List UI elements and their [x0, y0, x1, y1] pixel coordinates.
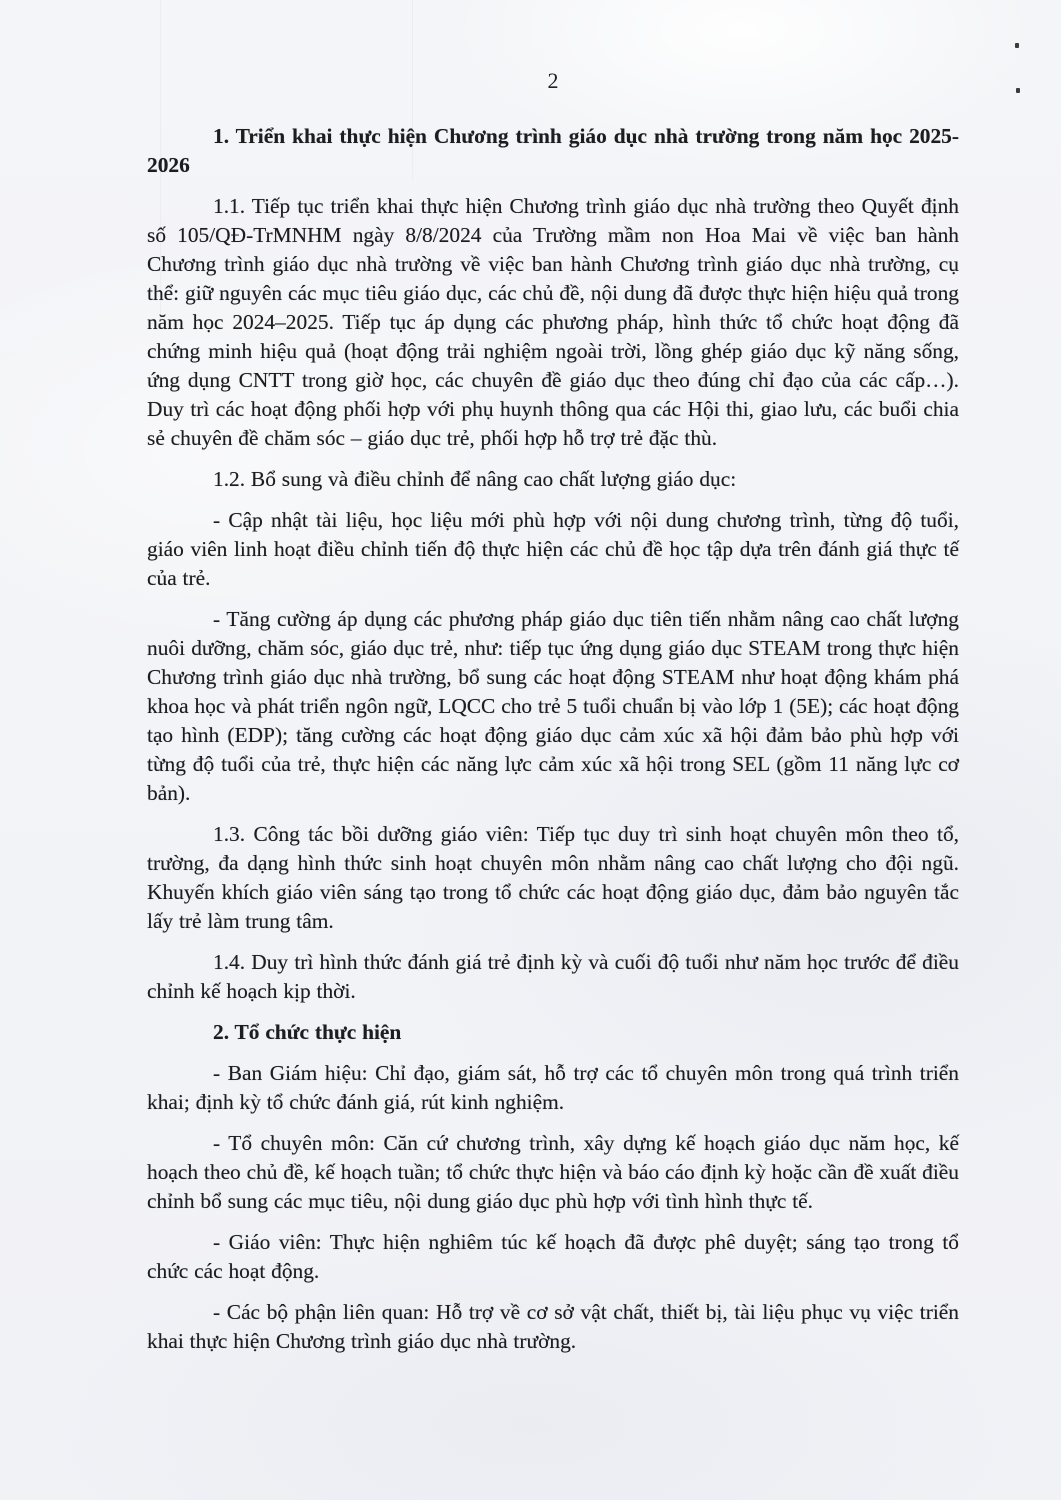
- bullet-giao-vien: - Giáo viên: Thực hiện nghiêm túc kế hoạch đã được phê duyệt; sáng tạo trong tổ chức các hoạt động.: [147, 1230, 959, 1283]
- paragraph-1-3: 1.3. Công tác bồi dưỡng giáo viên: Tiếp tục duy trì sinh hoạt chuyên môn theo tổ, trường, đa dạng hình thức sinh hoạt chuyên môn nhằm nâng cao chất lượng cho đội ngũ. Khuyến khích giáo viên sáng tạo trong tổ chức các hoạt động giáo dục, đảm bảo nguyên tắc lấy trẻ làm trung tâm.: [147, 822, 959, 933]
- heading-section-1: 1. Triển khai thực hiện Chương trình giáo dục nhà trường trong năm học 2025-2026: [147, 124, 959, 177]
- bullet-cac-bo-phan-lien-quan: - Các bộ phận liên quan: Hỗ trợ về cơ sở vật chất, thiết bị, tài liệu phục vụ việc triển khai thực hiện Chương trình giáo dục nhà trường.: [147, 1300, 959, 1353]
- paragraph-1-1: 1.1. Tiếp tục triển khai thực hiện Chương trình giáo dục nhà trường theo Quyết định số 105/QĐ-TrMNHM ngày 8/8/2024 của Trường mầm non Hoa Mai về việc ban hành Chương trình giáo dục nhà trường về việc ban hành Chương trình giáo dục nhà trường, cụ thể: giữ nguyên các mục tiêu giáo dục, các chủ đề, nội dung đã được thực hiện hiệu quả trong năm học 2024–2025. Tiếp tục áp dụng các phương pháp, hình thức tổ chức hoạt động đã chứng minh hiệu quả (hoạt động trải nghiệm ngoài trời, lồng ghép giáo dục kỹ năng sống, ứng dụng CNTT trong giờ học, các chuyên đề giáo dục theo đúng chỉ đạo của các cấp…). Duy trì các hoạt động phối hợp với phụ huynh thông qua các Hội thi, giao lưu, các buổi chia sẻ chuyên đề chăm sóc – giáo dục trẻ, phối hợp hỗ trợ trẻ đặc thù.: [147, 194, 959, 450]
- paragraph-1-2: 1.2. Bổ sung và điều chỉnh để nâng cao chất lượng giáo dục:: [213, 467, 737, 491]
- scan-speck: [1016, 88, 1020, 93]
- document-body: [147, 122, 959, 1356]
- heading-section-2: 2. Tổ chức thực hiện: [213, 1020, 402, 1044]
- bullet-to-chuyen-mon: - Tổ chuyên môn: Căn cứ chương trình, xây dựng kế hoạch giáo dục năm học, kế hoạch theo chủ đề, kế hoạch tuần; tổ chức thực hiện và báo cáo định kỳ hoặc cần đề xuất điều chỉnh bổ sung các mục tiêu, nội dung giáo dục phù hợp với tình hình thực tế.: [147, 1131, 959, 1213]
- page-number: 2: [547, 68, 559, 93]
- bullet-ban-giam-hieu: - Ban Giám hiệu: Chỉ đạo, giám sát, hỗ trợ các tổ chuyên môn trong quá trình triển khai; định kỳ tổ chức đánh giá, rút kinh nghiệm.: [147, 1061, 959, 1114]
- bullet-cap-nhat-tai-lieu: - Cập nhật tài liệu, học liệu mới phù hợp với nội dung chương trình, từng độ tuổi, giáo viên linh hoạt điều chỉnh tiến độ thực hiện các chủ đề học tập dựa trên đánh giá thực tế của trẻ.: [147, 508, 959, 590]
- paragraph-1-4: 1.4. Duy trì hình thức đánh giá trẻ định kỳ và cuối độ tuổi như năm học trước để điều chỉnh kế hoạch kịp thời.: [147, 950, 959, 1003]
- scan-speck: [1015, 43, 1019, 48]
- bullet-tang-cuong-phuong-phap: - Tăng cường áp dụng các phương pháp giáo dục tiên tiến nhằm nâng cao chất lượng nuôi dưỡng, chăm sóc, giáo dục trẻ, như: tiếp tục ứng dụng giáo dục STEAM trong thực hiện Chương trình giáo dục nhà trường, bổ sung các hoạt động STEAM như hoạt động khám phá khoa học và phát triển ngôn ngữ, LQCC cho trẻ 5 tuổi chuẩn bị vào lớp 1 (5E); các hoạt động tạo hình (EDP); tăng cường các hoạt động giáo dục cảm xúc xã hội đảm bảo phù hợp với từng độ tuổi của trẻ, thực hiện các năng lực cảm xúc xã hội trong SEL (gồm 11 năng lực cơ bản).: [147, 607, 959, 805]
